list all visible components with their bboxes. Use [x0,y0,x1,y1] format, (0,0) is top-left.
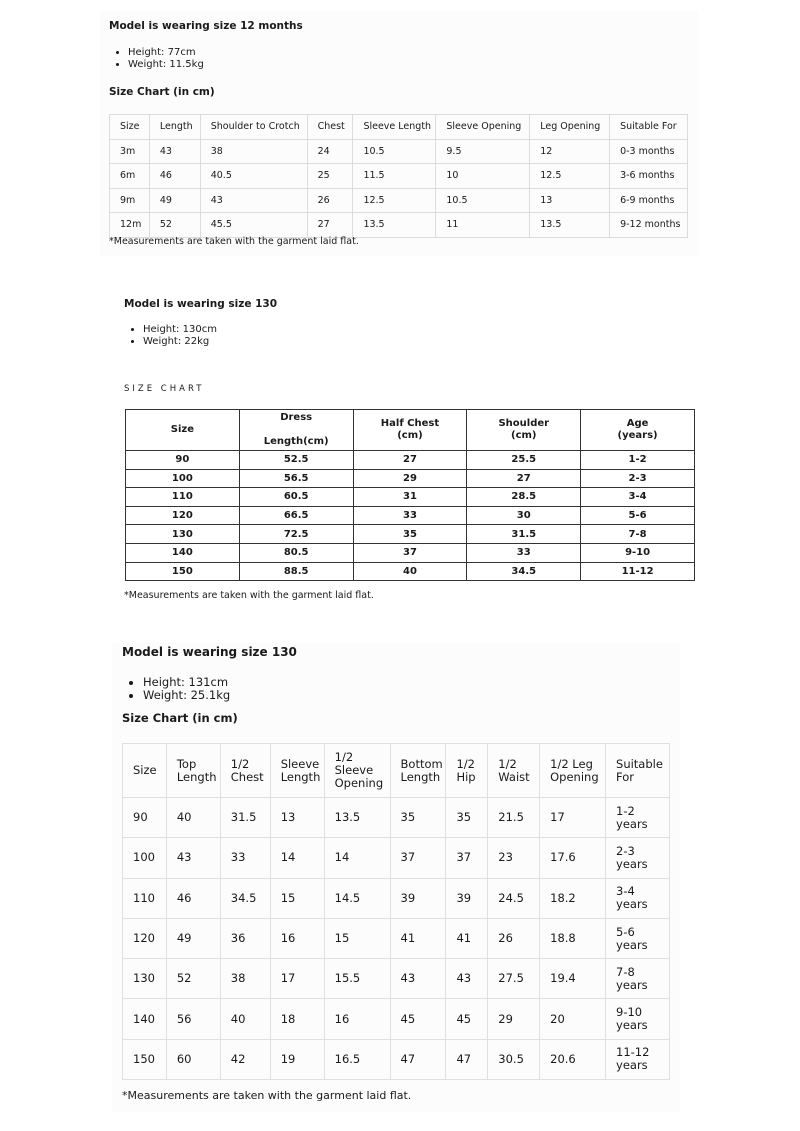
s2-header-row [126,410,695,451]
table-cell: 18.8 [540,918,606,958]
table-row [126,488,695,507]
s3-header-cell: 1/2 Sleeve Opening [324,744,390,798]
table-cell: 15 [270,878,324,918]
table-cell: 3-6 months [610,164,688,189]
s2-header-half-chest [353,410,467,451]
table-cell: 130 [123,959,167,999]
table-cell: 80.5 [239,543,353,562]
s2-header-age-1: Age [626,418,649,429]
table-cell: 31 [353,488,467,507]
table-cell: 9-12 months [610,213,688,238]
s1-weight: • Weight: 11.5kg [128,59,204,71]
table-cell: 140 [123,999,167,1039]
s3-weight: • Weight: 25.1kg [143,689,230,702]
table-cell: 45.5 [200,213,307,238]
s3-model-title: Model is wearing size 130 [122,645,297,659]
table-cell: 37 [390,838,446,878]
table-cell: 2-3 [581,469,695,488]
s3-size-table [122,743,670,1080]
s3-height: • Height: 131cm [143,676,230,689]
table-cell: 9.5 [436,139,530,164]
s3-header-cell: Bottom Length [390,744,446,798]
table-cell: 37 [446,838,488,878]
table-cell: 100 [123,838,167,878]
table-row [123,959,670,999]
table-cell: 140 [126,543,240,562]
s2-header-age-2: (years) [617,430,658,441]
table-cell: 33 [220,838,270,878]
s2-header-shoulder-1: Shoulder [498,418,550,429]
table-cell: 120 [126,506,240,525]
table-cell: 52 [166,959,220,999]
s3-note: *Measurements are taken with the garment laid flat. [122,1089,412,1102]
table-cell: 20.6 [540,1039,606,1079]
table-cell: 40 [353,562,467,581]
table-cell: 110 [123,878,167,918]
s1-note: *Measurements are taken with the garment laid flat. [109,236,359,247]
table-row [123,798,670,838]
table-cell: 45 [446,999,488,1039]
table-cell: 13 [270,798,324,838]
table-cell: 39 [390,878,446,918]
s3-header-cell: Size [123,744,167,798]
table-cell: 29 [488,999,540,1039]
table-cell: 60 [166,1039,220,1079]
table-cell: 66.5 [239,506,353,525]
table-cell: 3-4 [581,488,695,507]
table-cell: 11-12 years [606,1039,670,1079]
table-cell: 49 [166,918,220,958]
table-cell: 43 [446,959,488,999]
table-cell: 27 [467,469,581,488]
table-cell: 120 [123,918,167,958]
s2-weight: • Weight: 22kg [143,336,217,348]
table-cell: 90 [123,798,167,838]
s1-header-cell: Chest [307,115,353,140]
s1-header-row [110,115,688,140]
table-cell: 24 [307,139,353,164]
s3-header-cell: 1/2 Waist [488,744,540,798]
table-row [126,562,695,581]
table-cell: 150 [126,562,240,581]
s1-header-cell: Length [149,115,200,140]
table-row [123,878,670,918]
s2-header-size: Size [126,410,240,451]
table-cell: 12.5 [353,188,436,213]
table-cell: 110 [126,488,240,507]
table-cell: 10 [436,164,530,189]
s2-header-dress-top: Dress [280,412,313,423]
table-cell: 47 [390,1039,446,1079]
s1-header-cell: Sleeve Length [353,115,436,140]
table-cell: 26 [307,188,353,213]
table-cell: 25 [307,164,353,189]
table-cell: 38 [220,959,270,999]
table-cell: 42 [220,1039,270,1079]
table-cell: 7-8 [581,525,695,544]
s2-size-table [125,409,695,581]
table-cell: 10.5 [353,139,436,164]
s3-header-cell: 1/2 Chest [220,744,270,798]
s1-header-cell: Leg Opening [530,115,610,140]
table-cell: 41 [446,918,488,958]
table-cell: 33 [467,543,581,562]
table-cell: 90 [126,451,240,470]
s1-header-cell: Suitable For [610,115,688,140]
table-cell: 45 [390,999,446,1039]
table-cell: 31.5 [220,798,270,838]
s2-model-title: Model is wearing size 130 [124,298,278,310]
table-cell: 35 [353,525,467,544]
table-row [123,999,670,1039]
table-cell: 29 [353,469,467,488]
table-cell: 13.5 [324,798,390,838]
s2-header-half-chest-2: (cm) [397,430,423,441]
s3-header-cell: Sleeve Length [270,744,324,798]
table-cell: 38 [200,139,307,164]
s2-header-dress-bottom: Length(cm) [263,436,329,447]
s1-model-title: Model is wearing size 12 months [109,20,303,32]
table-cell: 14 [324,838,390,878]
table-cell: 16.5 [324,1039,390,1079]
table-cell: 46 [149,164,200,189]
s2-header-half-chest-1: Half Chest [380,418,440,429]
table-cell: 20 [540,999,606,1039]
table-cell: 15 [324,918,390,958]
table-cell: 6-9 months [610,188,688,213]
table-cell: 88.5 [239,562,353,581]
table-cell: 56 [166,999,220,1039]
s1-size-table [109,114,688,238]
table-cell: 24.5 [488,878,540,918]
table-cell: 3-4 years [606,878,670,918]
table-cell: 40 [220,999,270,1039]
table-cell: 26 [488,918,540,958]
s1-model-specs [110,47,204,71]
table-cell: 100 [126,469,240,488]
table-cell: 2-3 years [606,838,670,878]
table-row [123,1039,670,1079]
table-cell: 15.5 [324,959,390,999]
table-cell: 19.4 [540,959,606,999]
s3-header-row [123,744,670,798]
table-cell: 47 [446,1039,488,1079]
table-cell: 27 [353,451,467,470]
s1-height: • Height: 77cm [128,47,204,59]
table-cell: 46 [166,878,220,918]
table-cell: 52 [149,213,200,238]
table-cell: 39 [446,878,488,918]
s2-note: *Measurements are taken with the garment laid flat. [124,590,374,601]
table-cell: 1-2 [581,451,695,470]
s1-table-body [110,115,688,238]
table-cell: 36 [220,918,270,958]
s3-header-cell: Top Length [166,744,220,798]
table-cell: 17.6 [540,838,606,878]
table-cell: 150 [123,1039,167,1079]
table-cell: 0-3 months [610,139,688,164]
table-cell: 9-10 [581,543,695,562]
table-row [123,838,670,878]
table-cell: 30 [467,506,581,525]
table-cell: 130 [126,525,240,544]
table-cell: 40 [166,798,220,838]
s2-header-age [581,410,695,451]
table-cell: 9m [110,188,150,213]
s3-header-cell: 1/2 Leg Opening [540,744,606,798]
table-cell: 1-2 years [606,798,670,838]
table-cell: 19 [270,1039,324,1079]
table-cell: 35 [390,798,446,838]
table-cell: 40.5 [200,164,307,189]
table-cell: 18 [270,999,324,1039]
table-cell: 23 [488,838,540,878]
table-row [126,543,695,562]
table-cell: 13.5 [353,213,436,238]
s2-header-shoulder-2: (cm) [511,430,537,441]
table-cell: 56.5 [239,469,353,488]
table-row [110,164,688,189]
table-cell: 11 [436,213,530,238]
table-cell: 43 [200,188,307,213]
s3-header-cell: Suitable For [606,744,670,798]
table-cell: 12.5 [530,164,610,189]
table-cell: 25.5 [467,451,581,470]
table-cell: 16 [270,918,324,958]
table-cell: 28.5 [467,488,581,507]
s3-chart-title: Size Chart (in cm) [122,711,238,725]
table-cell: 34.5 [467,562,581,581]
s1-header-cell: Shoulder to Crotch [200,115,307,140]
table-row [110,213,688,238]
s2-model-specs [125,324,217,348]
table-cell: 12 [530,139,610,164]
table-cell: 43 [166,838,220,878]
table-row [110,188,688,213]
table-cell: 43 [390,959,446,999]
table-row [126,469,695,488]
table-cell: 27.5 [488,959,540,999]
table-row [110,139,688,164]
table-cell: 14.5 [324,878,390,918]
table-row [126,451,695,470]
table-cell: 43 [149,139,200,164]
table-cell: 16 [324,999,390,1039]
table-cell: 11-12 [581,562,695,581]
s2-height: • Height: 130cm [143,324,217,336]
s3-model-specs [123,676,230,702]
table-row [126,506,695,525]
table-cell: 72.5 [239,525,353,544]
s3-header-cell: 1/2 Hip [446,744,488,798]
table-cell: 17 [540,798,606,838]
table-row [126,525,695,544]
table-cell: 41 [390,918,446,958]
table-cell: 14 [270,838,324,878]
s2-chart-label: SIZE CHART [124,384,205,394]
table-cell: 13 [530,188,610,213]
s1-header-cell: Sleeve Opening [436,115,530,140]
table-cell: 30.5 [488,1039,540,1079]
table-cell: 12m [110,213,150,238]
s1-chart-title: Size Chart (in cm) [109,86,215,98]
table-cell: 35 [446,798,488,838]
table-cell: 21.5 [488,798,540,838]
table-row [123,918,670,958]
table-cell: 5-6 years [606,918,670,958]
table-cell: 6m [110,164,150,189]
table-cell: 27 [307,213,353,238]
table-cell: 9-10 years [606,999,670,1039]
table-cell: 11.5 [353,164,436,189]
table-cell: 33 [353,506,467,525]
table-cell: 5-6 [581,506,695,525]
table-cell: 52.5 [239,451,353,470]
table-cell: 49 [149,188,200,213]
table-cell: 31.5 [467,525,581,544]
s2-table-body [126,410,695,581]
table-cell: 7-8 years [606,959,670,999]
table-cell: 18.2 [540,878,606,918]
table-cell: 37 [353,543,467,562]
table-cell: 17 [270,959,324,999]
s1-header-cell: Size [110,115,150,140]
s3-table-body [123,744,670,1080]
table-cell: 3m [110,139,150,164]
table-cell: 60.5 [239,488,353,507]
s2-header-shoulder [467,410,581,451]
table-cell: 34.5 [220,878,270,918]
s2-header-dress-length [239,410,353,451]
table-cell: 13.5 [530,213,610,238]
table-cell: 10.5 [436,188,530,213]
